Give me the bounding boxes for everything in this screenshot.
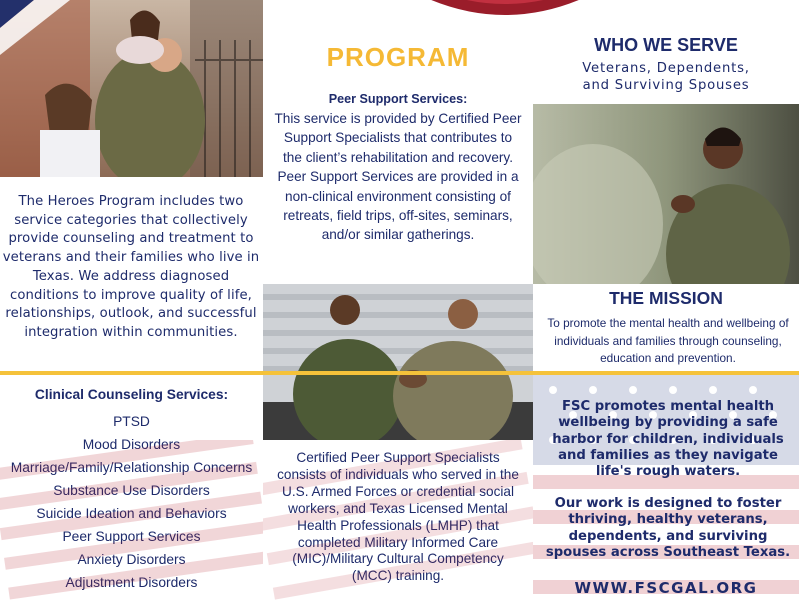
clinical-list-item: Marriage/Family/Relationship Concerns — [10, 460, 253, 475]
right-panel — [533, 0, 799, 600]
photo-two-soldiers-talking-icon — [263, 284, 533, 440]
family-photo — [0, 0, 263, 177]
promo-paragraph-2: Our work is designed to foster thriving, healthy veterans, dependents, and surviving spouses across Southeast Texas. — [545, 496, 791, 560]
promo-paragraph-1: FSC promotes mental health wellbeing by providing a safe harbor for children, individuals and families as they navigate life's rough waters. — [552, 399, 784, 480]
clinical-list-item: Substance Use Disorders — [53, 483, 210, 498]
certified-specialists-text: Certified Peer Support Specialists consists of individuals who served in the U.S. Armed Forces or credential social workers, and Texas Licensed Mental Health Professionals (LMHP) that completed Military Informed Care (MIC)/Military Cultural Competency (MCC) training. — [277, 450, 519, 584]
photo-family-soldier-icon — [0, 0, 263, 177]
clinical-services-heading: Clinical Counseling Services: — [34, 387, 229, 402]
who-we-serve-subtitle — [533, 61, 799, 94]
program-body — [273, 109, 523, 245]
clinical-list-item: PTSD — [113, 414, 150, 429]
left-panel — [0, 0, 263, 600]
who-we-serve-heading: WHO WE SERVE — [594, 35, 738, 55]
intro-paragraph: The Heroes Program includes two service categories that collectively provide counseling and treatment to veterans and their families who live in Texas. We address diagnosed conditions to improve quality of life, relationships, outlook, and successful integration within communities. — [2, 194, 260, 340]
who-line-1: Veterans, Dependents, — [582, 61, 750, 76]
photo-marine-woman-smiling-icon — [533, 104, 799, 284]
clinical-list-item: Peer Support Services — [62, 529, 201, 544]
clinical-list-item: Suicide Ideation and Behaviors — [36, 506, 227, 521]
gold-divider — [0, 371, 799, 375]
who-line-2: and Surviving Spouses — [582, 77, 750, 93]
mission-heading: THE MISSION — [609, 288, 723, 308]
clinical-services-list — [0, 410, 263, 594]
clinical-list-item: Anxiety Disorders — [77, 552, 186, 567]
mission-text: To promote the mental health and wellbeing of individuals and families through counseling, education and prevention. — [547, 316, 789, 366]
program-title: PROGRAM — [326, 42, 470, 72]
website-link[interactable]: WWW.FSCGAL.ORG — [574, 579, 758, 597]
clinical-list-item: Mood Disorders — [82, 437, 181, 452]
clinical-list-item: Adjustment Disorders — [65, 575, 198, 590]
peer-support-heading: Peer Support Services: — [328, 92, 468, 106]
soldiers-photo — [263, 284, 533, 440]
peer-support-text-1: This service is provided by Certified Peer Support Specialists that contributes to the client’s rehabilitation and recovery. — [274, 111, 522, 165]
peer-support-text-2: Peer Support Services are provided in a non-clinical environment consisting of retreats, field trips, off-sites, seminars, and/or similar gatherings. — [277, 169, 519, 243]
middle-panel — [263, 0, 533, 600]
marine-photo — [533, 104, 799, 284]
